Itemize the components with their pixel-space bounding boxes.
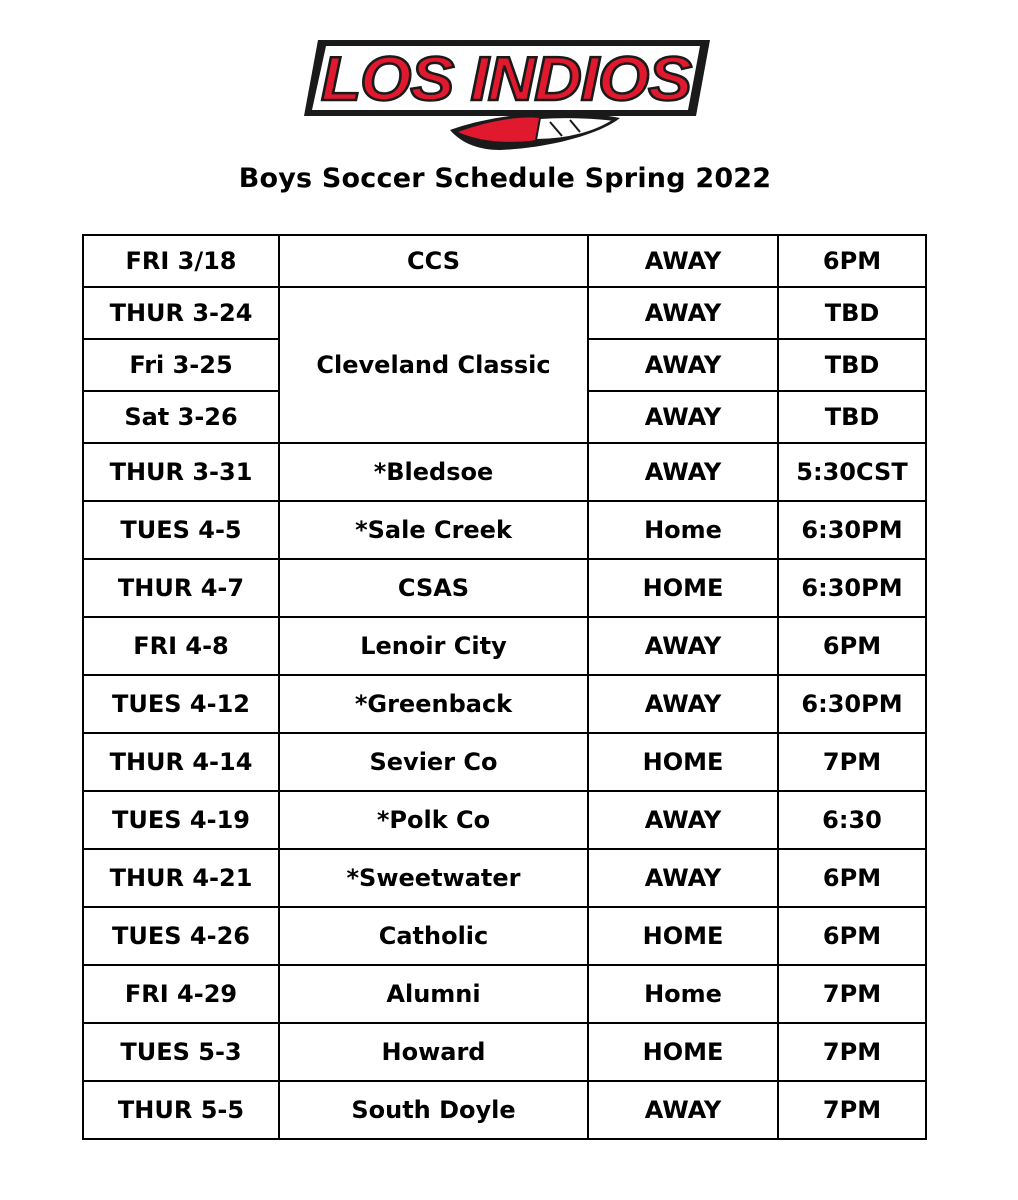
date-cell: TUES 4-5 xyxy=(83,501,279,559)
time-cell: 6:30 xyxy=(778,791,926,849)
table-row xyxy=(83,235,926,287)
opponent-cell: *Sale Creek xyxy=(279,501,588,559)
opponent-cell: *Bledsoe xyxy=(279,443,588,501)
opponent-cell: Alumni xyxy=(279,965,588,1023)
date-cell: TUES 4-26 xyxy=(83,907,279,965)
location-cell: Home xyxy=(588,965,778,1023)
time-cell: 6PM xyxy=(778,617,926,675)
time-cell: TBD xyxy=(778,287,926,339)
table-row xyxy=(83,849,926,907)
time-cell: 7PM xyxy=(778,1023,926,1081)
table-row xyxy=(83,675,926,733)
table-row xyxy=(83,443,926,501)
opponent-cell: CCS xyxy=(279,235,588,287)
time-cell: 6PM xyxy=(778,907,926,965)
schedule-table xyxy=(82,234,927,1140)
location-cell: AWAY xyxy=(588,287,778,339)
time-cell: 7PM xyxy=(778,733,926,791)
table-row xyxy=(83,1023,926,1081)
date-cell: THUR 5-5 xyxy=(83,1081,279,1139)
time-cell: 6PM xyxy=(778,235,926,287)
date-cell: TUES 4-12 xyxy=(83,675,279,733)
time-cell: 6:30PM xyxy=(778,559,926,617)
opponent-cell: *Sweetwater xyxy=(279,849,588,907)
time-cell: TBD xyxy=(778,339,926,391)
los-indios-logo xyxy=(300,36,720,164)
table-row xyxy=(83,617,926,675)
time-cell: 6:30PM xyxy=(778,675,926,733)
location-cell: AWAY xyxy=(588,235,778,287)
table-row xyxy=(83,733,926,791)
opponent-cell: Cleveland Classic xyxy=(279,287,588,443)
date-cell: Fri 3-25 xyxy=(83,339,279,391)
opponent-cell: Sevier Co xyxy=(279,733,588,791)
location-cell: AWAY xyxy=(588,443,778,501)
location-cell: AWAY xyxy=(588,617,778,675)
logo-wordmark: LOS INDIOS xyxy=(321,45,692,114)
location-cell: AWAY xyxy=(588,675,778,733)
date-cell: TUES 5-3 xyxy=(83,1023,279,1081)
date-cell: THUR 3-31 xyxy=(83,443,279,501)
time-cell: 7PM xyxy=(778,1081,926,1139)
table-row xyxy=(83,907,926,965)
location-cell: HOME xyxy=(588,559,778,617)
page-title: Boys Soccer Schedule Spring 2022 xyxy=(238,163,772,194)
date-cell: FRI 4-29 xyxy=(83,965,279,1023)
opponent-cell: Lenoir City xyxy=(279,617,588,675)
opponent-cell: Howard xyxy=(279,1023,588,1081)
location-cell: AWAY xyxy=(588,339,778,391)
date-cell: FRI 4-8 xyxy=(83,617,279,675)
table-row xyxy=(83,287,926,339)
location-cell: HOME xyxy=(588,907,778,965)
date-cell: Sat 3-26 xyxy=(83,391,279,443)
table-row xyxy=(83,1081,926,1139)
date-cell: THUR 4-14 xyxy=(83,733,279,791)
time-cell: 5:30CST xyxy=(778,443,926,501)
location-cell: AWAY xyxy=(588,849,778,907)
date-cell: THUR 4-21 xyxy=(83,849,279,907)
opponent-cell: *Polk Co xyxy=(279,791,588,849)
opponent-cell: CSAS xyxy=(279,559,588,617)
date-cell: THUR 3-24 xyxy=(83,287,279,339)
feather-icon xyxy=(450,113,620,150)
time-cell: TBD xyxy=(778,391,926,443)
time-cell: 6PM xyxy=(778,849,926,907)
opponent-cell: Catholic xyxy=(279,907,588,965)
date-cell: TUES 4-19 xyxy=(83,791,279,849)
location-cell: AWAY xyxy=(588,391,778,443)
table-row xyxy=(83,791,926,849)
location-cell: Home xyxy=(588,501,778,559)
table-row xyxy=(83,965,926,1023)
location-cell: AWAY xyxy=(588,1081,778,1139)
table-row xyxy=(83,559,926,617)
time-cell: 7PM xyxy=(778,965,926,1023)
location-cell: AWAY xyxy=(588,791,778,849)
opponent-cell: South Doyle xyxy=(279,1081,588,1139)
date-cell: THUR 4-7 xyxy=(83,559,279,617)
table-row xyxy=(83,501,926,559)
time-cell: 6:30PM xyxy=(778,501,926,559)
location-cell: HOME xyxy=(588,1023,778,1081)
opponent-cell: *Greenback xyxy=(279,675,588,733)
date-cell: FRI 3/18 xyxy=(83,235,279,287)
location-cell: HOME xyxy=(588,733,778,791)
